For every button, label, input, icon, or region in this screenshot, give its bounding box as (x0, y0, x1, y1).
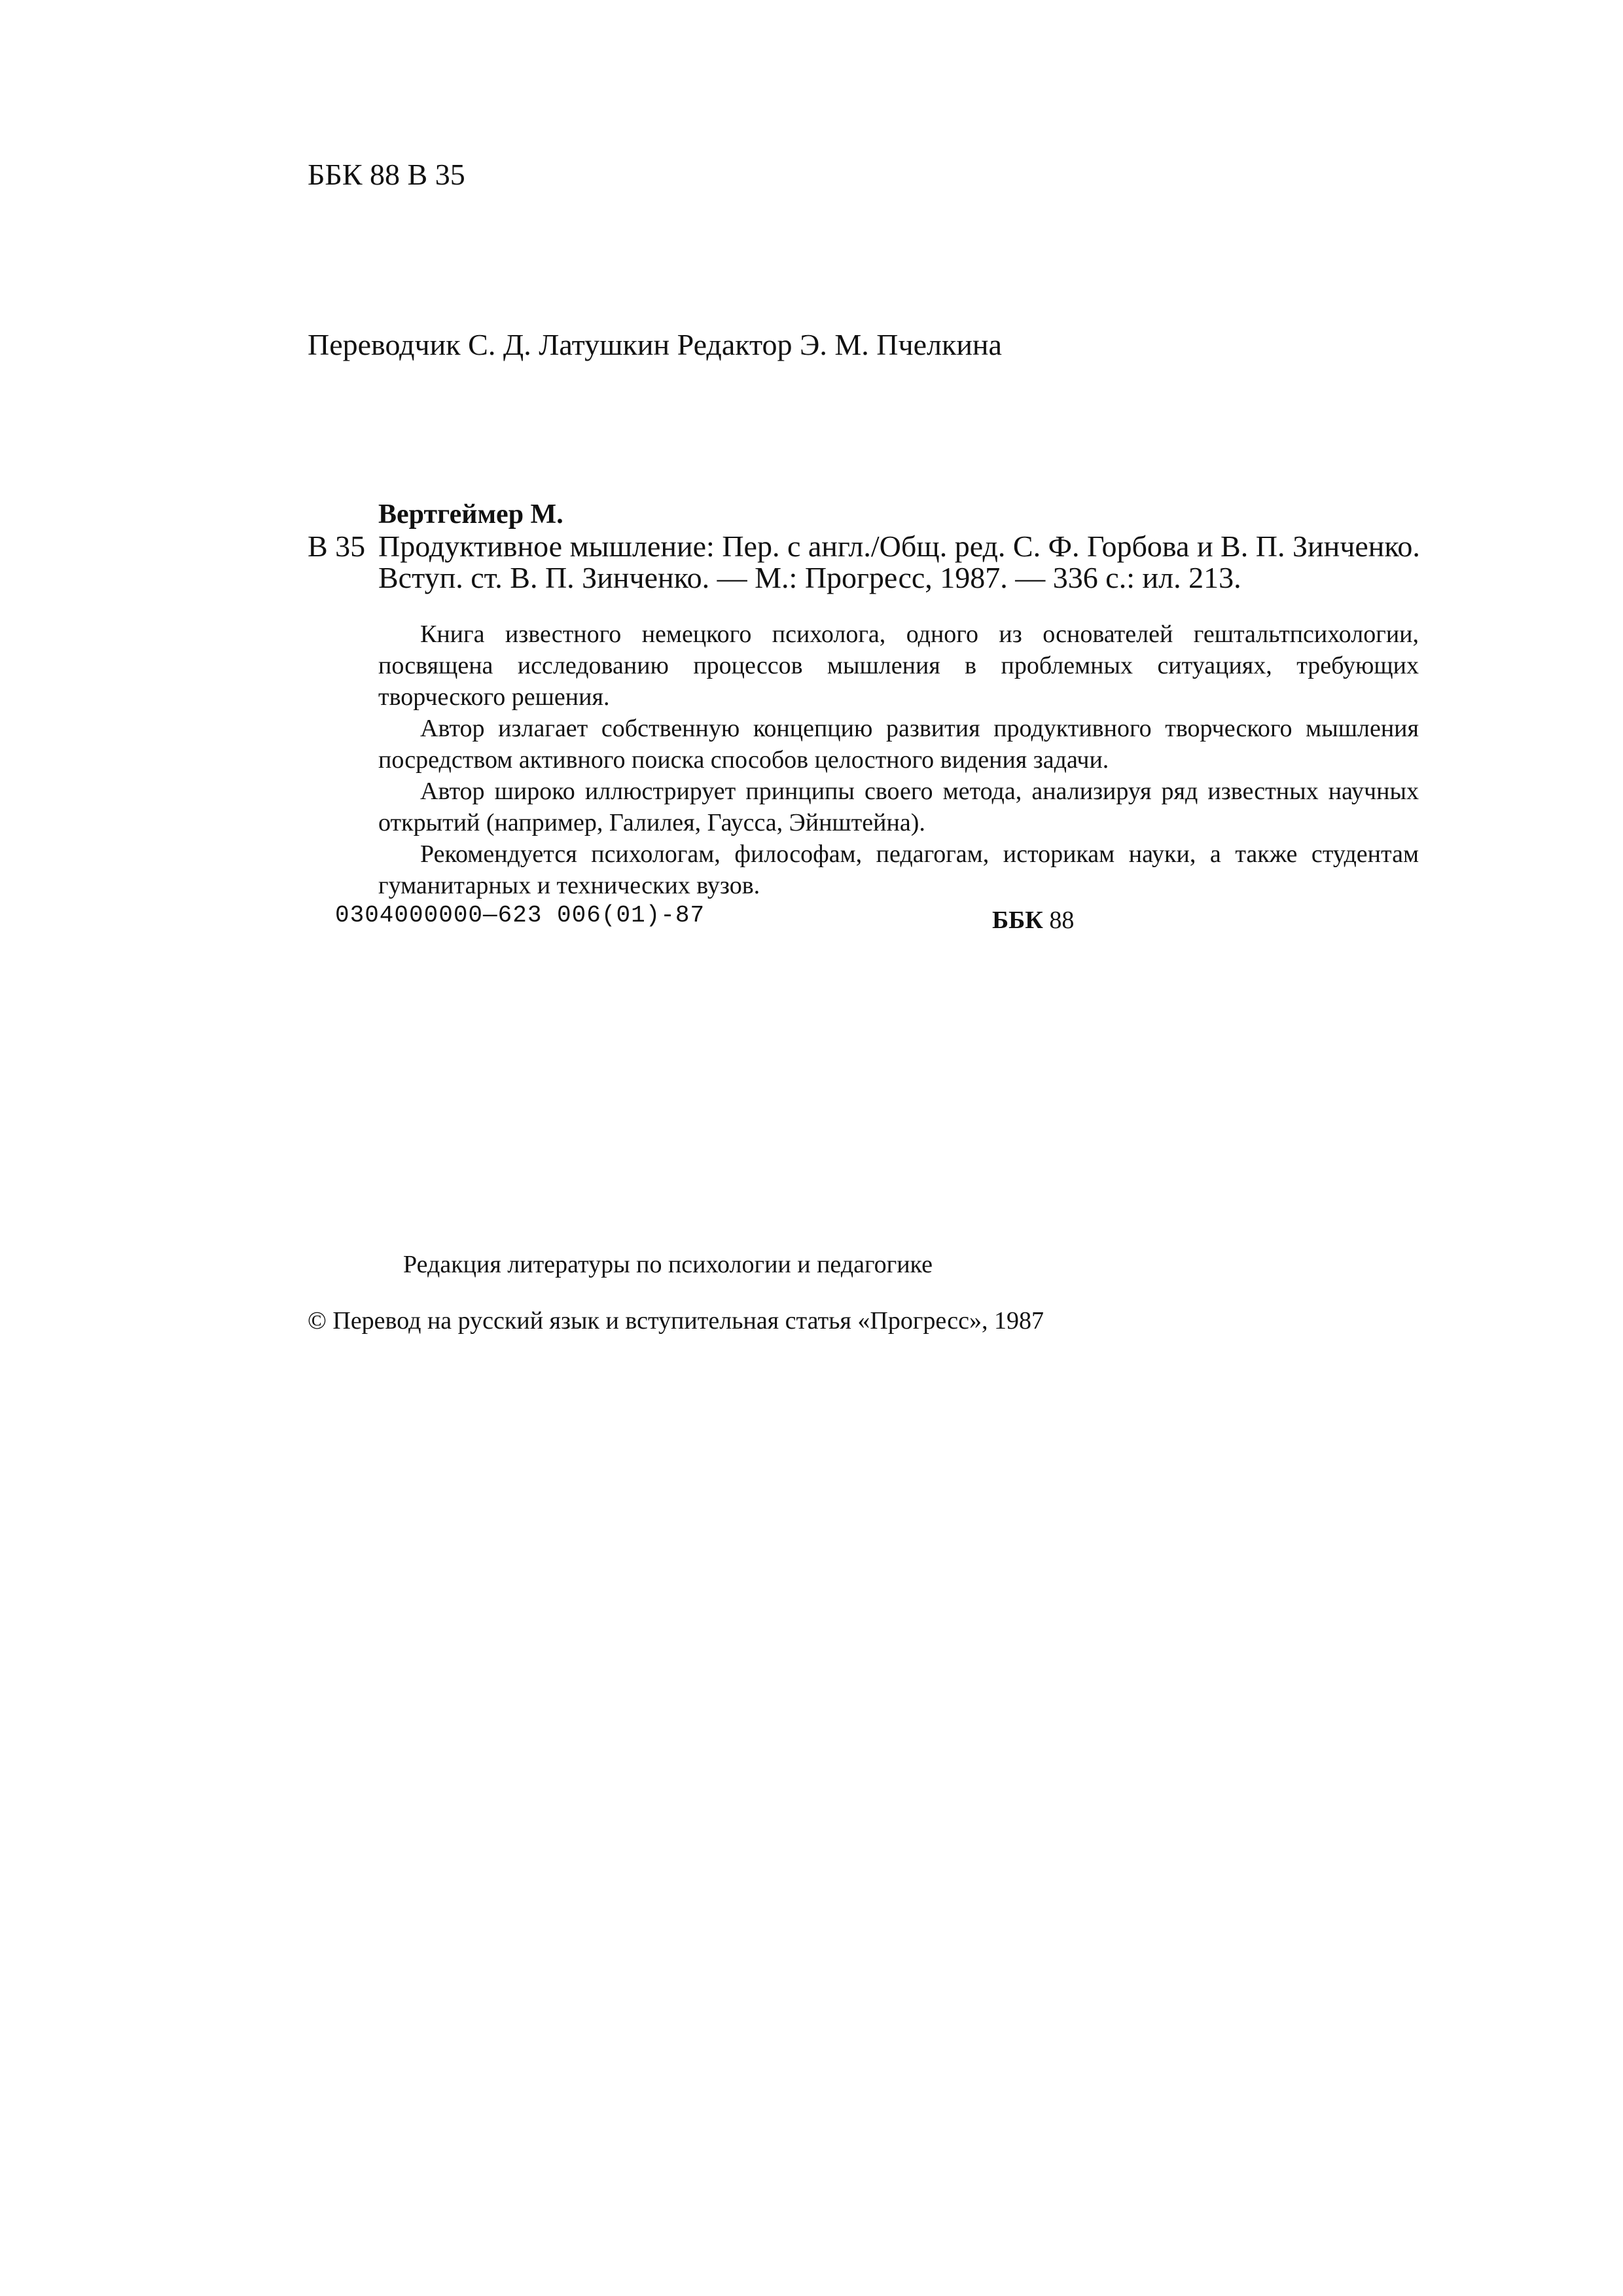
bibliographic-title-line-1: Продуктивное мышление: Пер. с англ./Общ. ред. С. Ф. Горбова и В. П. Зинченко. (378, 529, 1420, 563)
annotation-paragraph: Книга известного немецкого психолога, одного из основателей гештальтпсихологии, посвящена исследованию процессов мышления в проблемных ситуациях, требующих творческого решения. (378, 620, 1419, 711)
bbk-footer-code (992, 906, 1074, 935)
bbk-label: ББК (992, 906, 1043, 934)
annotation-paragraph: Автор излагает собственную концепцию развития продуктивного творческого мышления посредством активного поиска способов целостного видения задачи. (378, 715, 1419, 774)
annotation-paragraph: Автор широко иллюстрирует принципы своего метода, анализируя ряд известных научных открытий (например, Галилея, Гаусса, Эйнштейна). (378, 778, 1419, 836)
book-annotation (378, 619, 1419, 901)
publisher-department: Редакция литературы по психологии и педагогике (403, 1251, 933, 1278)
classification-code: 0304000000—623 006(01)-87 (335, 902, 705, 929)
author-name: Вертгеймер М. (378, 499, 563, 529)
translator-editor-line: Переводчик С. Д. Латушкин Редактор Э. М. Пчелкина (308, 328, 1002, 361)
copyright-notice: © Перевод на русский язык и вступительная статья «Прогресс», 1987 (308, 1307, 1044, 1335)
annotation-paragraph: Рекомендуется психологам, философам, педагогам, историкам науки, а также студентам гуманитарных и технических вузов. (378, 840, 1419, 899)
bbk-header-code: ББК 88 В 35 (308, 158, 465, 191)
bibliographic-title-line-2: Вступ. ст. В. П. Зинченко. — М.: Прогресс, 1987. — 336 с.: ил. 213. (378, 561, 1241, 594)
bbk-number: 88 (1049, 906, 1075, 934)
author-index-code: В 35 (308, 529, 366, 563)
